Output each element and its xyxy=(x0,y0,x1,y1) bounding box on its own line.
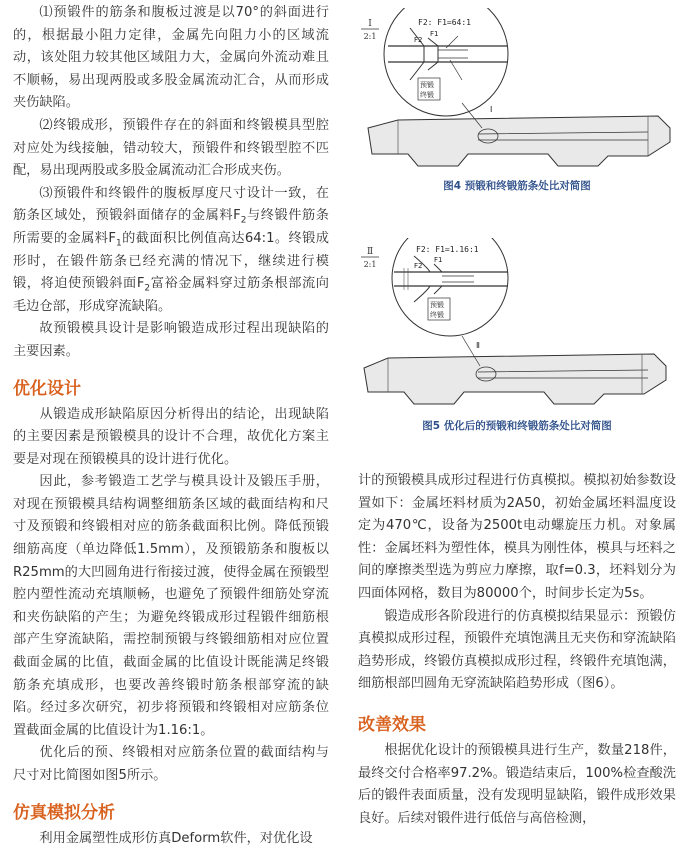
f2-label: F2 xyxy=(414,262,423,270)
text-segment: 的截面积比例值高达64:1。终锻成形时，在锻件筋条已经充满的情况下，继续进行模锻，将迫使预锻斜面F xyxy=(13,230,329,292)
figure-5-caption: 图5 优化后的预锻和终锻筋条处比对简图 xyxy=(422,420,612,432)
section-tag: Ⅰ xyxy=(368,19,372,29)
paragraph-cause-1: ⑴预锻件的筋条和腹板过渡是以70°的斜面进行的，根据最小阻力定律，金属先向阻力小的区域流动，该处阻力较其他区域阻力大，金属向外流动难且不顺畅，易出现两股或多股金属流动汇合，从而形成夹伤缺陷。 xyxy=(13,5,329,111)
figure-4-drawing xyxy=(358,8,676,176)
paragraph-cause-2: ⑵终锻成形，预锻件存在的斜面和终锻模具型腔对应处为线接触，错动较大，预锻件和终锻型腔不匹配，易出现两股或多股金属流动汇合形成夹伤。 xyxy=(13,117,329,179)
paragraph-sim-2: 计的预锻模具成形过程进行仿真模拟。模拟初始参数设置如下：金属坯料材质为2A50，初始金属坯料温度设定为470℃，设备为2500t电动螺旋压力机。对象属性：金属坯料为塑性体，模具为刚性体，模具与坯料之间的摩擦类型选为剪应力摩擦，取f=0.3，坯料划分为四面体网格，数目为80000个，时间步长定为5s。 xyxy=(358,473,676,601)
f1-label: F1 xyxy=(430,30,439,38)
text-segment: ⑶预锻件和终锻件的腹板厚度尺寸设计一致，在筋条区域处，预锻斜面储存的金属料F xyxy=(13,185,329,224)
left-column xyxy=(13,0,329,850)
heading-optimization-design: 优化设计 xyxy=(13,378,81,399)
text-segment: 与终锻件筋条所需要的金属料F xyxy=(13,208,329,246)
detail-marker: Ⅰ xyxy=(490,105,493,114)
pre-forging-label: 预锻 xyxy=(430,301,444,309)
scale-tag: 2:1 xyxy=(363,260,377,269)
final-forging-label: 终锻 xyxy=(430,311,444,319)
heading-improvement-effect: 改善效果 xyxy=(358,714,426,735)
paragraph-conclusion: 故预锻模具设计是影响锻造成形过程出现缺陷的主要因素。 xyxy=(13,321,329,359)
final-forging-label: 终锻 xyxy=(420,91,434,99)
area-ratio-label: F2: F1=64:1 xyxy=(418,18,471,27)
paragraph-opt-1: 从锻造成形缺陷原因分析得出的结论，出现缺陷的主要因素是预锻模具的设计不合理，故优化方案主要是对现在预锻模具的设计进行优化。 xyxy=(13,406,329,467)
right-column xyxy=(358,470,676,830)
f1-label: F1 xyxy=(434,256,443,264)
figure-5-drawing xyxy=(358,238,676,410)
heading-simulation-analysis: 仿真模拟分析 xyxy=(13,802,115,823)
text-segment: 富裕金属料穿过筋条根部流向毛边仓部，形成穿流缺陷。 xyxy=(13,276,329,314)
detail-marker: Ⅱ xyxy=(476,341,480,350)
f2-label: F2 xyxy=(414,36,423,44)
figure-4 xyxy=(358,8,676,176)
paragraph-sim-3: 锻造成形各阶段进行的仿真模拟结果显示：预锻仿真模拟成形过程，预锻件充填饱满且无夹伤和穿流缺陷趋势形成，终锻仿真模拟成形过程，终锻件充填饱满，细筋根部凹圆角无穿流缺陷趋势形成（图6）。 xyxy=(358,608,676,692)
pre-forging-label: 预锻 xyxy=(420,81,434,89)
subscript: 2 xyxy=(240,215,247,226)
paragraph-opt-3: 优化后的预、终锻相对应筋条位置的截面结构与尺寸对比简图如图5所示。 xyxy=(13,745,329,783)
paragraph-effect-1: 根据优化设计的预锻模具进行生产，数量218件，最终交付合格率97.2%。锻造结束后，100%检查酸洗后的锻件表面质量，没有发现明显缺陷，锻件成形效果良好。后续对锻件进行低倍与高倍检测， xyxy=(358,742,676,826)
subscript: 2 xyxy=(144,283,151,294)
figure-5 xyxy=(358,238,676,410)
area-ratio-label: F2: F1=1.16:1 xyxy=(416,245,479,254)
paragraph-opt-2: 因此，参考锻造工艺学与模具设计及锻压手册，对现在预锻模具结构调整细筋条区域的截面结构和尺寸及预锻和终锻相对应的筋条截面积比例。降低预锻细筋高度（单边降低1.5mm），及预锻筋条和腹板以R25mm的大凹圆角进行衔接过渡，使得金属在预锻型腔内塑性流动充填顺畅，也避免了预锻件细筋处穿流和夹伤缺陷的产生；为避免终锻成形过程锻件细筋根部产生穿流缺陷，需控制预锻与终锻细筋相对应位置截面金属的比值，截面金属的比值设计既能满足终锻筋条充填成形，也要改善终锻时筋条根部穿流的缺陷。经过多次研究，初步将预锻和终锻相对应筋条位置截面金属的比值设计为1.16:1。 xyxy=(13,474,329,738)
subscript: 1 xyxy=(116,238,122,249)
scale-tag: 2:1 xyxy=(363,32,377,41)
figure-4-caption: 图4 预锻和终锻筋条处比对简图 xyxy=(443,180,591,192)
section-tag: Ⅱ xyxy=(366,247,374,257)
paragraph-sim-1: 利用金属塑性成形仿真Deform软件，对优化设 xyxy=(39,830,313,846)
paragraph-cause-3 xyxy=(13,183,329,319)
